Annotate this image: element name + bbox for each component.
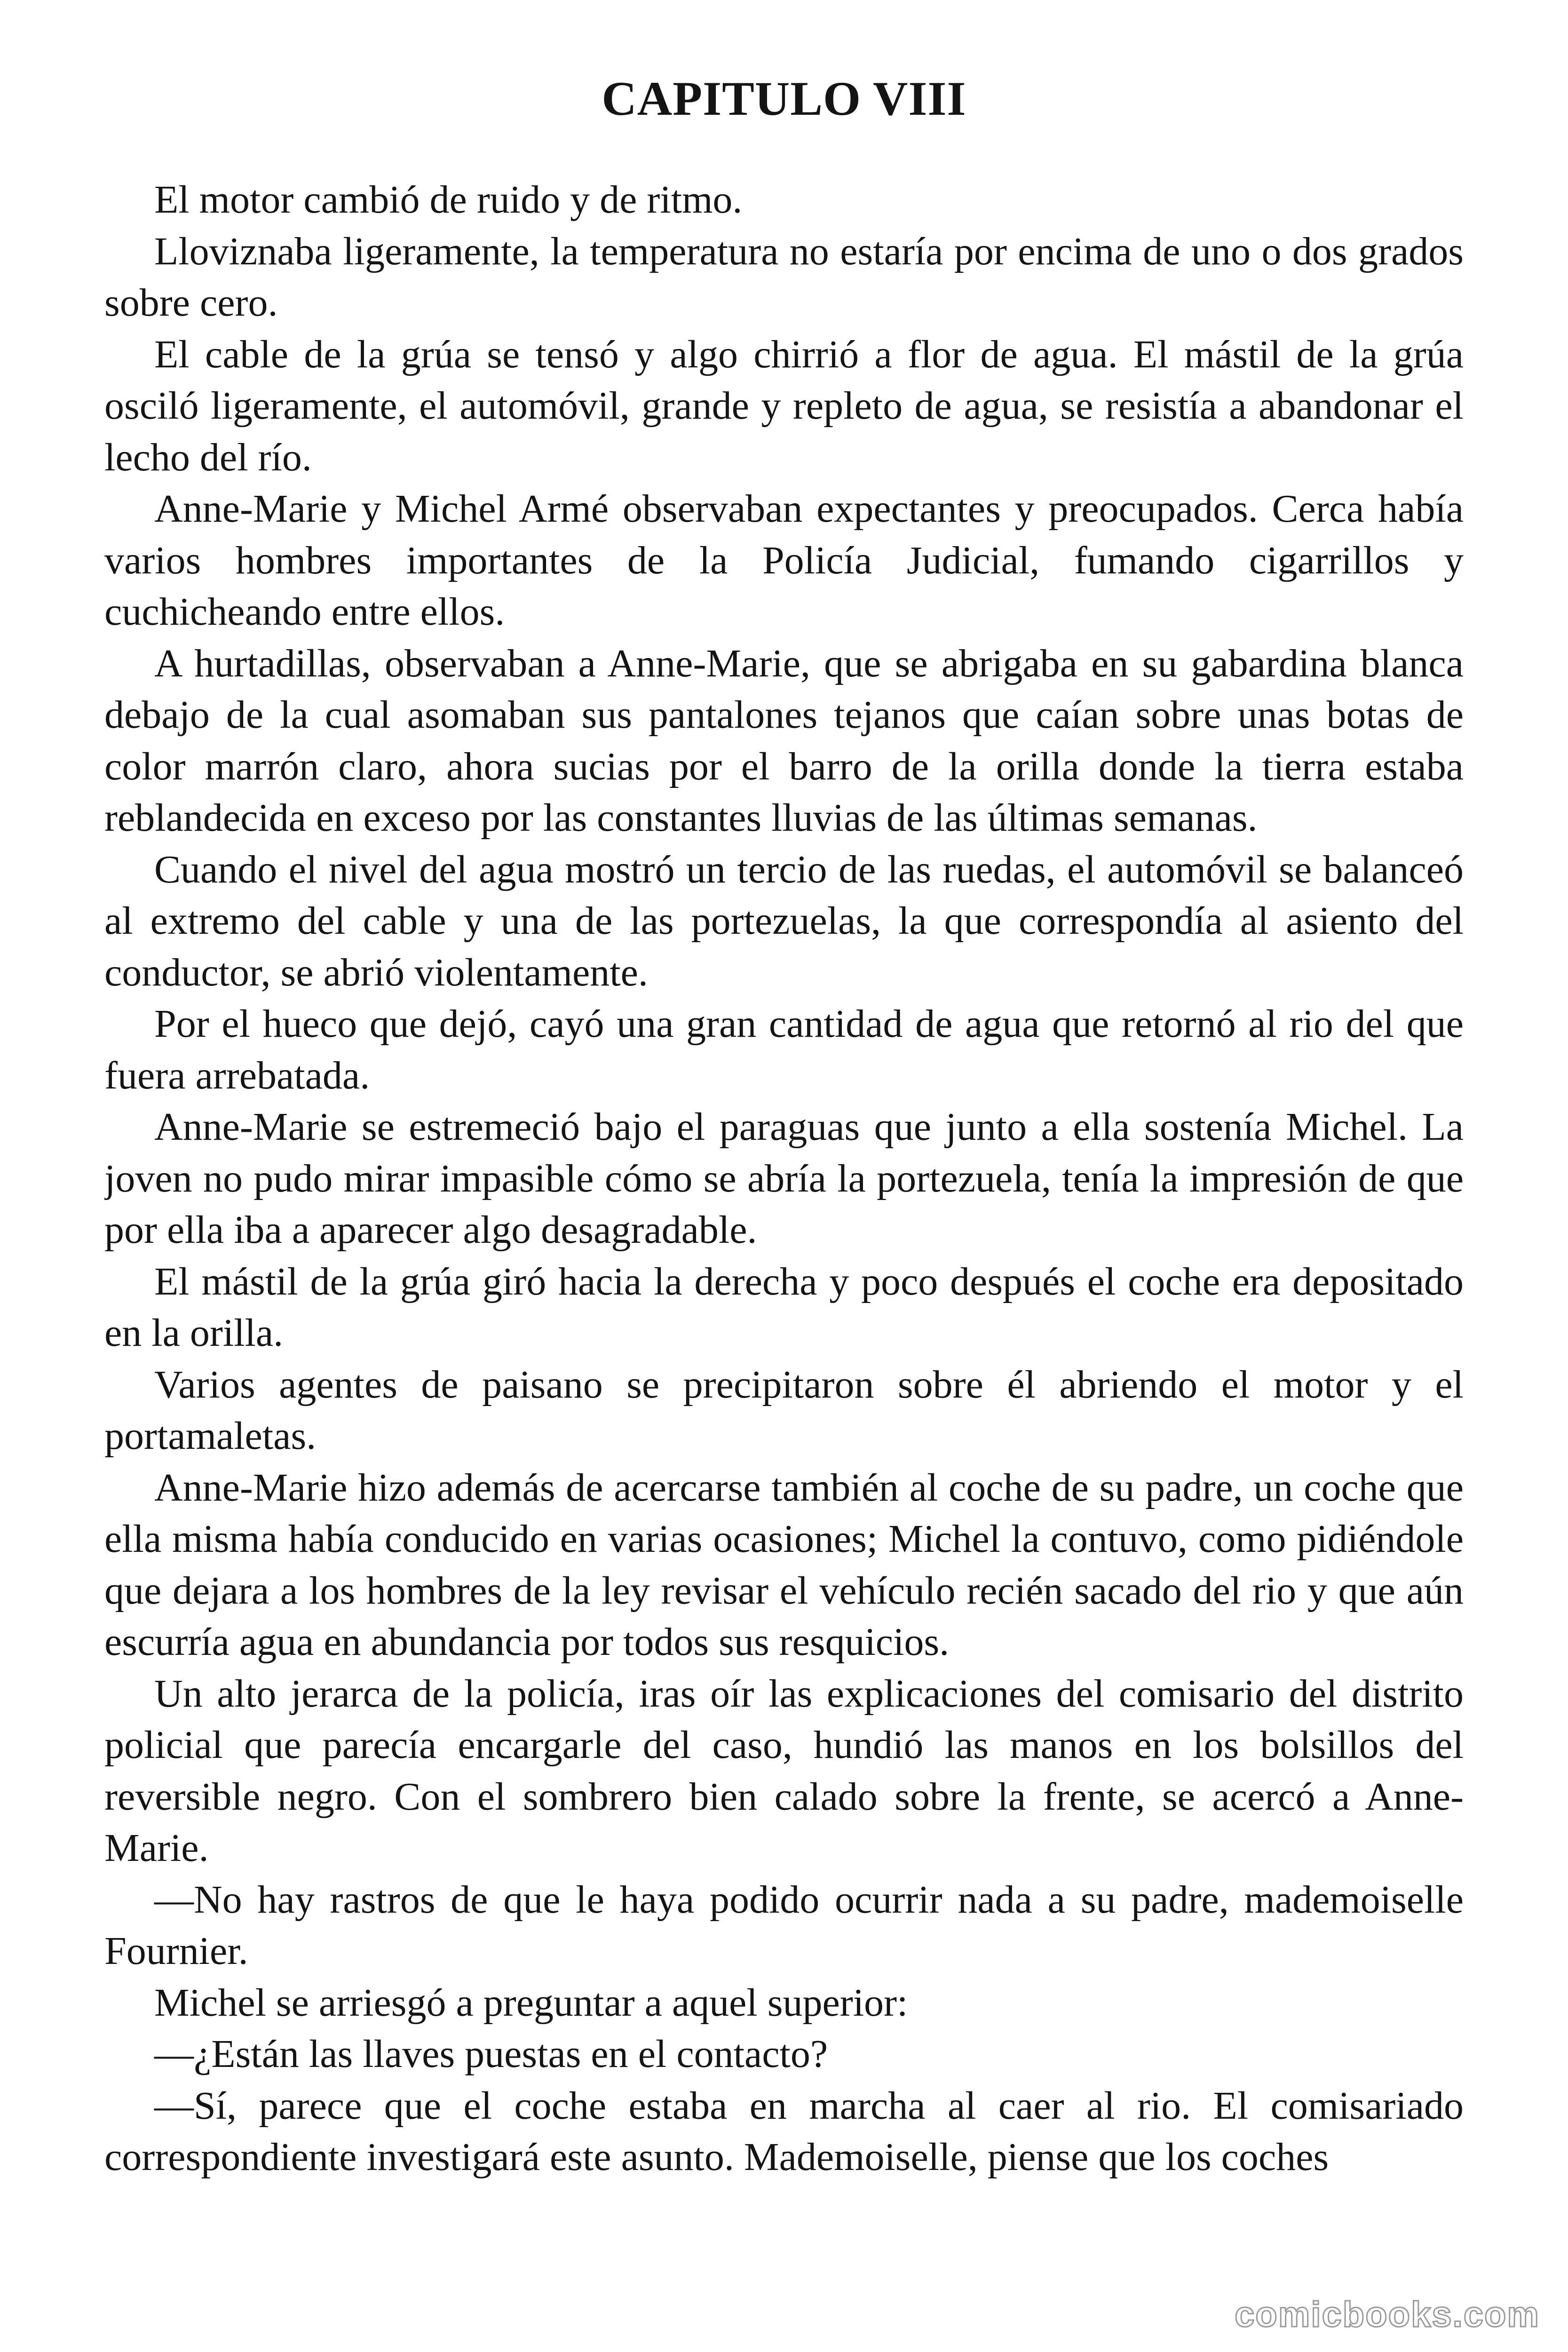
chapter-body: [104, 174, 1464, 2183]
paragraph: Cuando el nivel del agua mostró un tercio de las ruedas, el automóvil se balanceó al extremo del cable y una de las portezuelas, la que correspondía al asiento del conductor, se abrió violentamente.: [104, 847, 1464, 994]
paragraph: Lloviznaba ligeramente, la temperatura no estaría por encima de uno o dos grados sobre cero.: [104, 229, 1464, 325]
paragraph: El motor cambió de ruido y de ritmo.: [154, 178, 743, 222]
paragraph: Michel se arriesgó a preguntar a aquel superior:: [154, 1980, 908, 2025]
paragraph: Por el hueco que dejó, cayó una gran cantidad de agua que retornó al rio del que fuera arrebatada.: [104, 1002, 1464, 1097]
paragraph: —¿Están las llaves puestas en el contacto?: [154, 2032, 828, 2076]
paragraph: Varios agentes de paisano se precipitaron sobre él abriendo el motor y el portamaletas.: [104, 1362, 1464, 1458]
paragraph: El mástil de la grúa giró hacia la derecha y poco después el coche era depositado en la orilla.: [104, 1259, 1464, 1355]
watermark: comicbooks.com: [1235, 2295, 1540, 2335]
paragraph: —No hay rastros de que le haya podido ocurrir nada a su padre, mademoiselle Fournier.: [104, 1877, 1464, 1973]
paragraph: Anne-Marie y Michel Armé observaban expectantes y preocupados. Cerca había varios hombres importantes de la Policía Judicial, fumando cigarrillos y cuchicheando entre ellos.: [104, 487, 1464, 634]
book-page: [104, 71, 1464, 2324]
paragraph: Anne-Marie hizo además de acercarse también al coche de su padre, un coche que ella misma había conducido en varias ocasiones; Michel la contuvo, como pidiéndole que dejara a los hombres de la ley revisar el vehículo recién sacado del rio y que aún escurría agua en abundancia por todos sus resquicios.: [104, 1465, 1464, 1664]
paragraph: Anne-Marie se estremeció bajo el paraguas que junto a ella sostenía Michel. La joven no pudo mirar impasible cómo se abría la portezuela, tenía la impresión de que por ella iba a aparecer algo desagradable.: [104, 1105, 1464, 1252]
paragraph: —Sí, parece que el coche estaba en marcha al caer al rio. El comisariado correspondiente investigará este asunto. Mademoiselle, piense que los coches: [104, 2083, 1464, 2179]
paragraph: A hurtadillas, observaban a Anne-Marie, que se abrigaba en su gabardina blanca debajo de la cual asomaban sus pantalones tejanos que caían sobre unas botas de color marrón claro, ahora sucias por el barro de la orilla donde la tierra estaba reblandecida en exceso por las constantes lluvias de las últimas semanas.: [104, 641, 1464, 840]
chapter-title: CAPITULO VIII: [602, 72, 966, 126]
paragraph: El cable de la grúa se tensó y algo chirrió a flor de agua. El mástil de la grúa osciló ligeramente, el automóvil, grande y repleto de agua, se resistía a abandonar el lecho del río.: [104, 332, 1464, 479]
paragraph: Un alto jerarca de la policía, iras oír las explicaciones del comisario del distrito policial que parecía encargarle del caso, hundió las manos en los bolsillos del reversible negro. Con el sombrero bien calado sobre la frente, se acercó a Anne-Marie.: [104, 1671, 1464, 1870]
